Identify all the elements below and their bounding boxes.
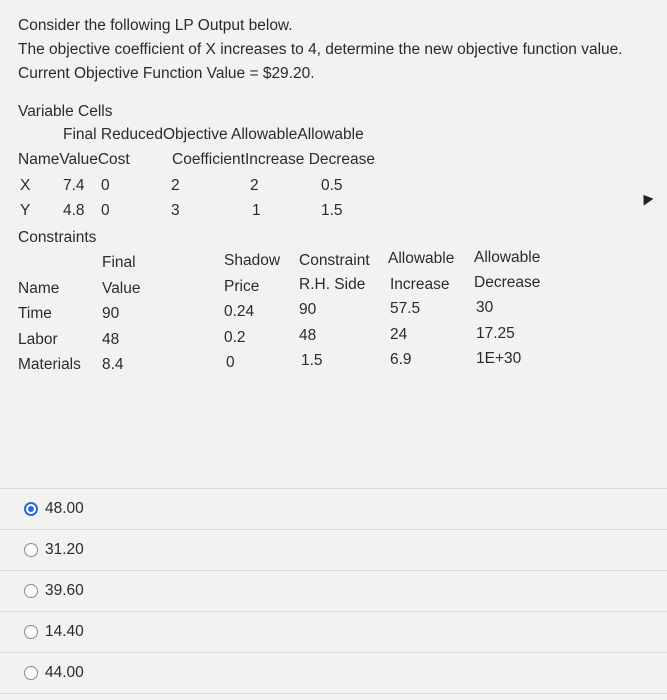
constraint-materials-price: 0 — [226, 354, 235, 371]
var-x-name: X — [20, 177, 31, 194]
constraints-header-name: Name — [18, 280, 60, 297]
constraint-materials-decrease: 1E+30 — [476, 350, 522, 367]
answer-option-4[interactable] — [0, 611, 667, 652]
constraints-header-value: Value — [102, 280, 141, 297]
answer-option-label: 39.60 — [45, 582, 84, 599]
var-x-decrease: 0.5 — [321, 177, 343, 194]
answer-option-label: 14.40 — [45, 623, 84, 640]
constraint-labor-rhs: 48 — [299, 327, 317, 344]
radio-selected-icon[interactable] — [24, 502, 38, 516]
constraint-labor-name: Labor — [18, 331, 58, 348]
radio-icon[interactable] — [24, 543, 38, 557]
constraint-time-value: 90 — [102, 305, 120, 322]
constraint-time-decrease: 30 — [476, 299, 494, 316]
constraint-materials-value: 8.4 — [102, 356, 124, 373]
question-line-2: The objective coefficient of X increases to 4, determine the new objective function value. — [18, 41, 623, 58]
var-y-cost: 0 — [101, 202, 110, 219]
var-x-coef: 2 — [171, 177, 180, 194]
constraint-time-price: 0.24 — [224, 303, 255, 320]
radio-icon[interactable] — [24, 584, 38, 598]
answer-option-label: 44.00 — [45, 664, 84, 681]
answer-options — [0, 488, 667, 694]
constraints-header-price: Price — [224, 278, 260, 295]
radio-icon[interactable] — [24, 625, 38, 639]
constraints-label: Constraints — [18, 229, 97, 246]
radio-icon[interactable] — [24, 666, 38, 680]
question-line-1: Consider the following LP Output below. — [18, 17, 293, 34]
constraint-labor-value: 48 — [102, 331, 120, 348]
constraints-header-shadow: Shadow — [224, 252, 281, 269]
answer-option-label: 48.00 — [45, 500, 84, 517]
constraints-header-constraint: Constraint — [299, 252, 370, 269]
constraint-materials-name: Materials — [18, 356, 81, 373]
variable-header-row-2-right: CoefficientIncrease Decrease — [172, 151, 376, 168]
variable-cells-label: Variable Cells — [18, 103, 113, 120]
mouse-cursor-icon — [639, 191, 654, 205]
answer-option-label: 31.20 — [45, 541, 84, 558]
var-x-increase: 2 — [250, 177, 259, 194]
var-y-decrease: 1.5 — [321, 202, 343, 219]
var-x-value: 7.4 — [63, 177, 85, 194]
var-y-name: Y — [20, 202, 31, 219]
variable-header-row-2-left: NameValueCost — [18, 151, 130, 168]
constraint-labor-decrease: 17.25 — [476, 325, 515, 342]
constraints-header-allowable-2: Allowable — [474, 249, 541, 266]
var-y-coef: 3 — [171, 202, 180, 219]
var-y-increase: 1 — [252, 202, 261, 219]
constraint-materials-rhs: 1.5 — [301, 352, 323, 369]
constraint-time-name: Time — [18, 305, 52, 322]
constraints-header-final: Final — [102, 254, 136, 271]
constraints-header-allowable-1: Allowable — [388, 250, 455, 267]
answer-option-3[interactable] — [0, 570, 667, 611]
constraints-header-increase: Increase — [390, 276, 450, 293]
constraint-time-rhs: 90 — [299, 301, 317, 318]
constraint-labor-price: 0.2 — [224, 329, 246, 346]
variable-header-row-1: Final ReducedObjective AllowableAllowable — [63, 126, 364, 143]
var-x-cost: 0 — [101, 177, 110, 194]
constraint-time-increase: 57.5 — [390, 300, 421, 317]
var-y-value: 4.8 — [63, 202, 85, 219]
answer-option-5[interactable] — [0, 652, 667, 694]
answer-option-1[interactable] — [0, 488, 667, 529]
answer-option-2[interactable] — [0, 529, 667, 570]
question-line-3: Current Objective Function Value = $29.20. — [18, 65, 315, 82]
question-text — [18, 14, 623, 86]
constraints-header-decrease: Decrease — [474, 274, 541, 291]
constraint-labor-increase: 24 — [390, 326, 408, 343]
constraint-materials-increase: 6.9 — [390, 351, 412, 368]
constraints-header-rhs: R.H. Side — [299, 276, 366, 293]
